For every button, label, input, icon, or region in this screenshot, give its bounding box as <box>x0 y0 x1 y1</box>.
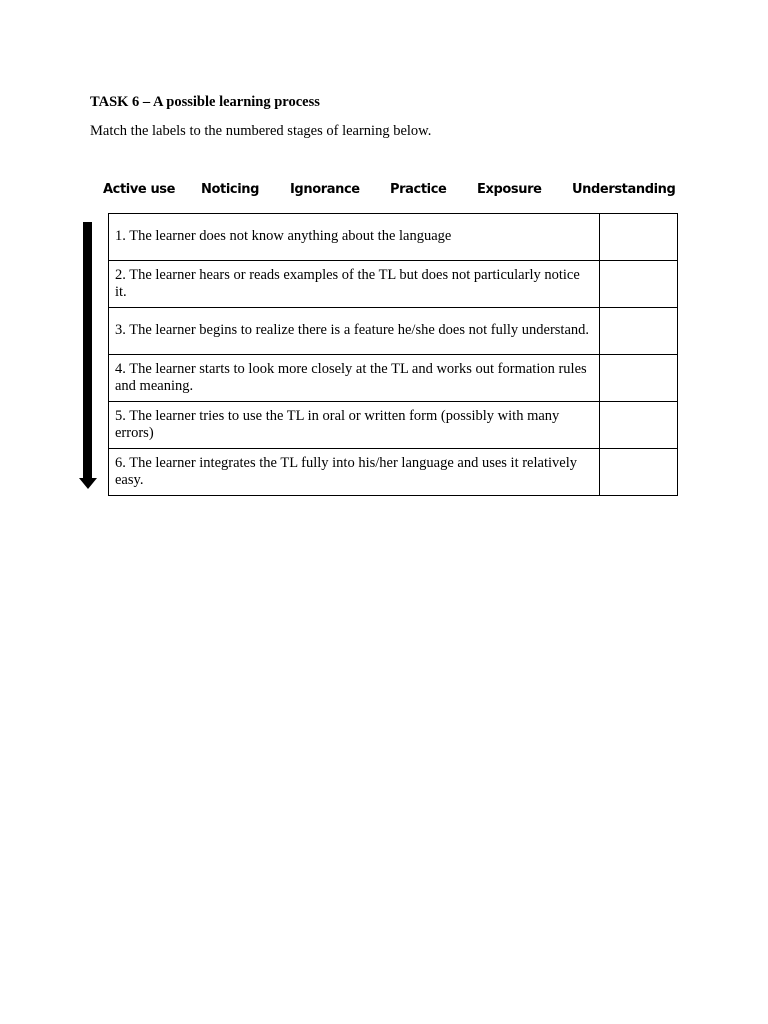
answer-cell[interactable] <box>600 449 678 496</box>
label-active-use: Active use <box>103 182 176 197</box>
label-understanding: Understanding <box>572 182 676 197</box>
stage-description: 1. The learner does not know anything about the language <box>109 214 600 261</box>
labels-row <box>90 182 680 202</box>
table-row <box>109 261 678 308</box>
table-row <box>109 308 678 355</box>
task-title: TASK 6 – A possible learning process <box>90 94 320 110</box>
answer-cell[interactable] <box>600 308 678 355</box>
stage-description: 4. The learner starts to look more closely at the TL and works out formation rules and meaning. <box>109 355 600 402</box>
answer-cell[interactable] <box>600 355 678 402</box>
stage-description: 5. The learner tries to use the TL in oral or written form (possibly with many errors) <box>109 402 600 449</box>
answer-cell[interactable] <box>600 261 678 308</box>
label-noticing: Noticing <box>201 182 260 197</box>
stage-description: 3. The learner begins to realize there is a feature he/she does not fully understand. <box>109 308 600 355</box>
table-row <box>109 449 678 496</box>
label-ignorance: Ignorance <box>290 182 360 197</box>
label-practice: Practice <box>390 182 447 197</box>
answer-cell[interactable] <box>600 402 678 449</box>
stages-table <box>108 213 678 496</box>
down-arrow-icon <box>78 222 98 490</box>
stage-description: 2. The learner hears or reads examples of the TL but does not particularly notice it. <box>109 261 600 308</box>
table-row <box>109 214 678 261</box>
table-row <box>109 355 678 402</box>
label-exposure: Exposure <box>477 182 542 197</box>
table-row <box>109 402 678 449</box>
stage-description: 6. The learner integrates the TL fully into his/her language and uses it relatively easy. <box>109 449 600 496</box>
answer-cell[interactable] <box>600 214 678 261</box>
task-instruction: Match the labels to the numbered stages of learning below. <box>90 123 432 139</box>
